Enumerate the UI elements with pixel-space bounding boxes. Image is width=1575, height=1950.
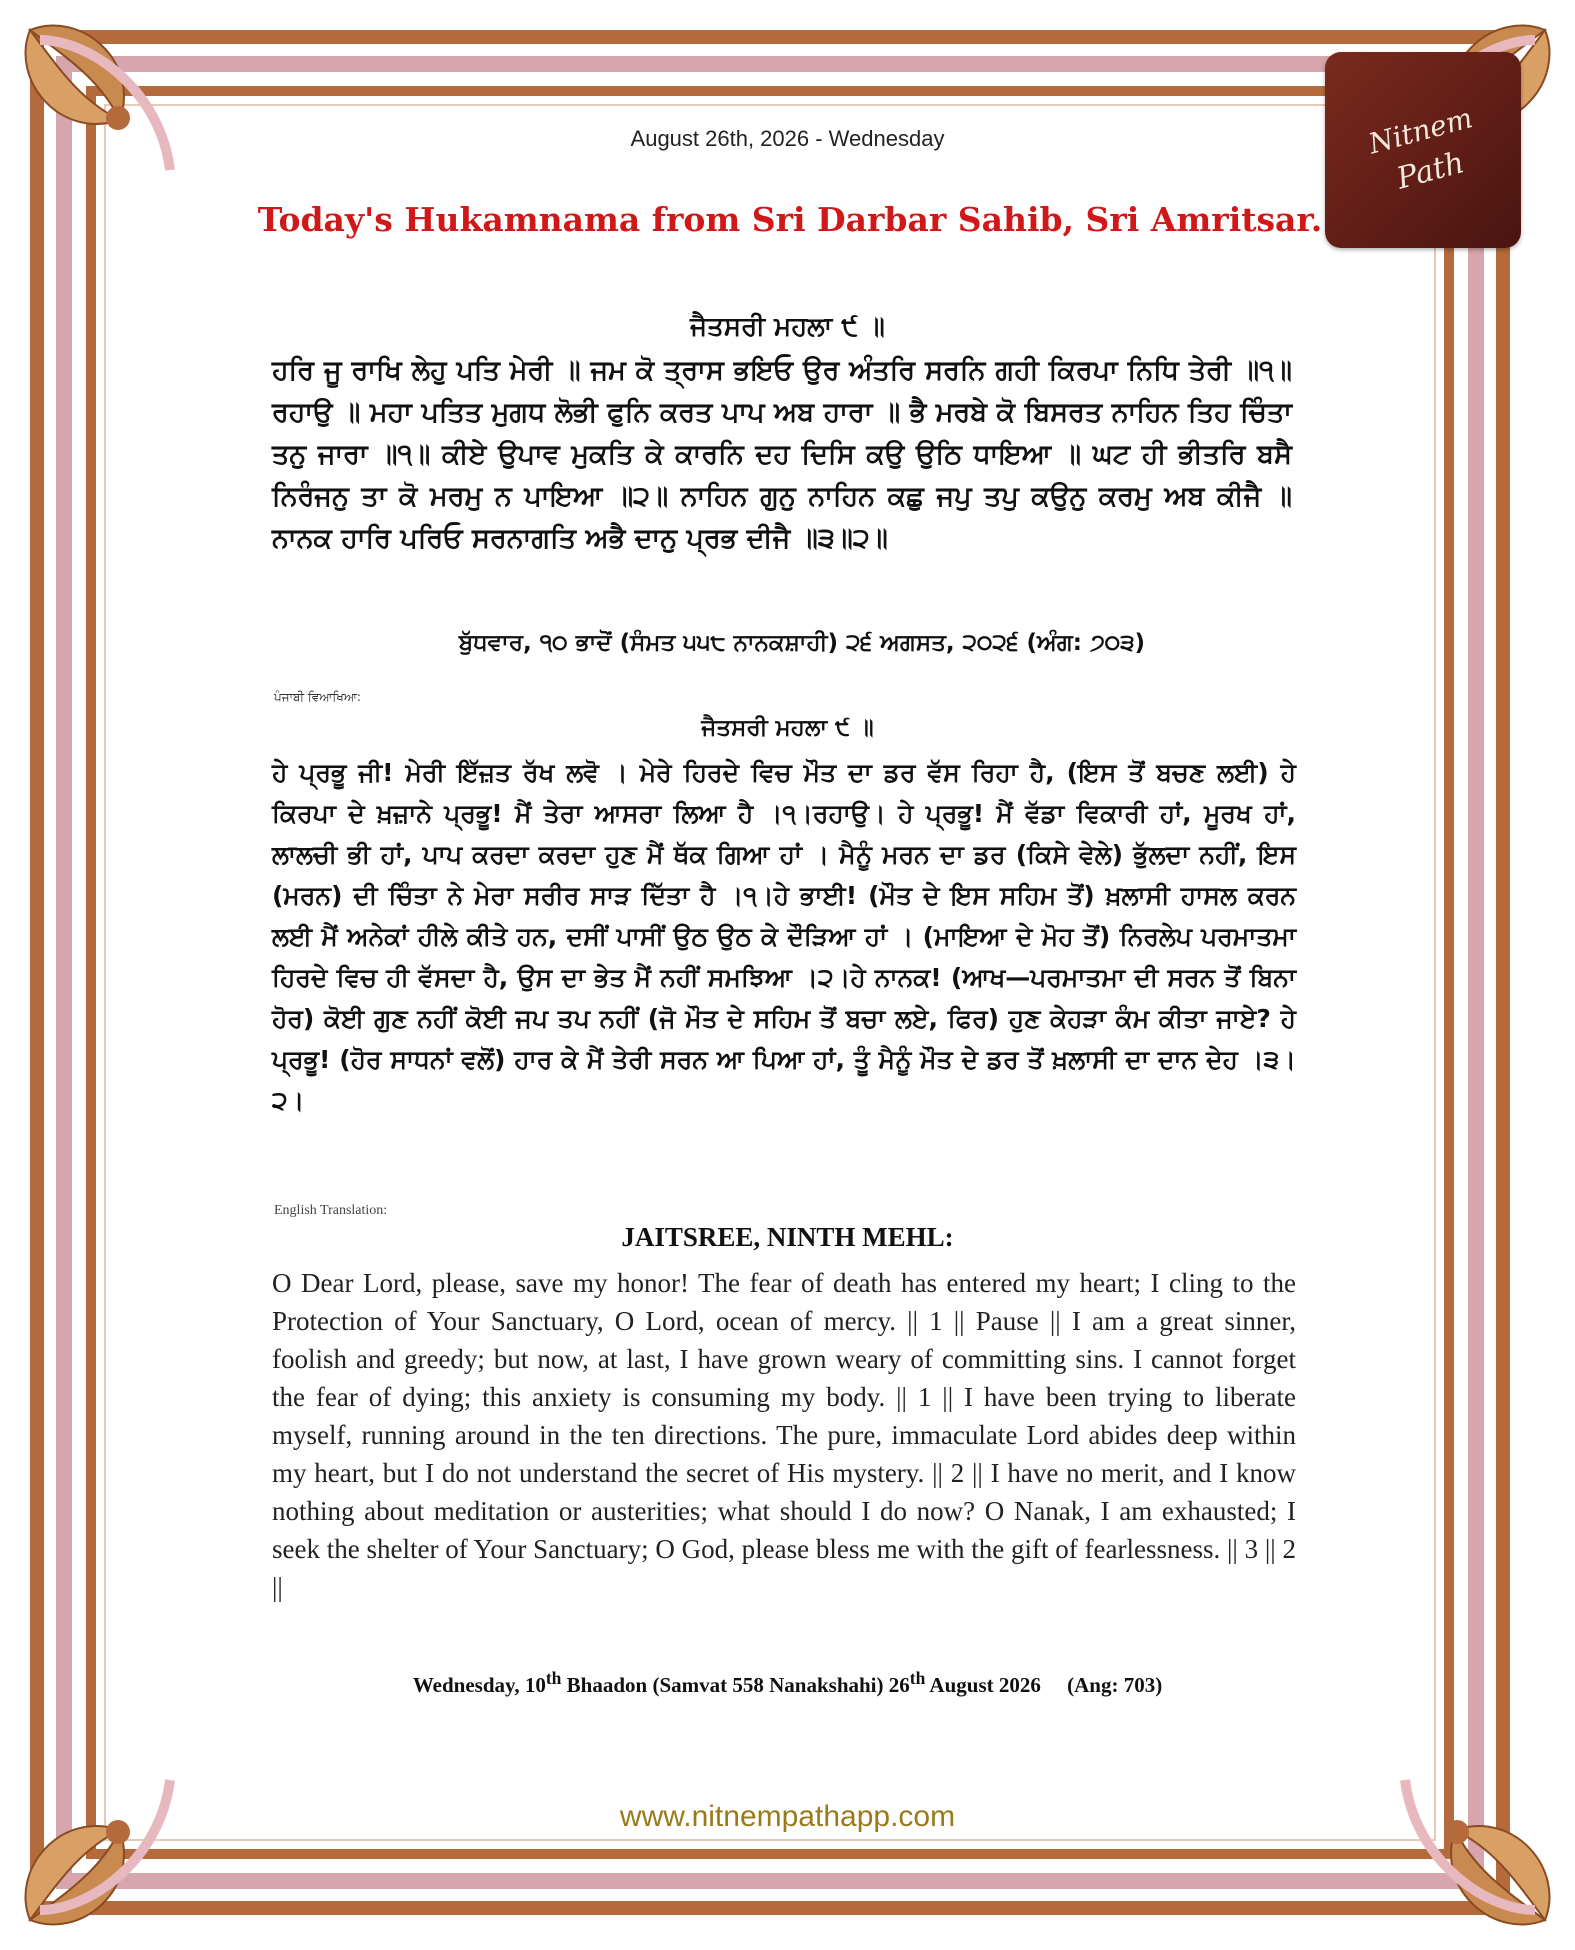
logo-text-line1: Nitnem [1365, 101, 1476, 161]
corner-ornament-bottom-left [0, 1730, 220, 1950]
logo-text-line2: Path [1393, 145, 1468, 197]
page-title: Today's Hukamnama from Sri Darbar Sahib, Sri Amritsar. [257, 200, 1323, 239]
english-translation-label: English Translation: [274, 1203, 388, 1218]
punjabi-date-line: ਬੁੱਧਵਾਰ, ੧੦ ਭਾਦੋਂ (ਸੰਮਤ ੫੫੮ ਨਾਨਕਸ਼ਾਹੀ) ੨੬ ਅਗਸਤ, ੨੦੨੬ (ਅੰਗ: ੭੦੩) [458, 630, 1146, 656]
english-date-mid: Bhaadon (Samvat 558 Nanakshahi) 26 [561, 1673, 910, 1697]
english-date-weekday: Wednesday, 10 [412, 1673, 546, 1697]
punjabi-explanation-text: ਹੇ ਪ੍ਰਭੂ ਜੀ! ਮੇਰੀ ਇੱਜ਼ਤ ਰੱਖ ਲਵੋ । ਮੇਰੇ ਹਿਰਦੇ ਵਿਚ ਮੌਤ ਦਾ ਡਰ ਵੱਸ ਰਿਹਾ ਹੈ, (ਇਸ ਤੋਂ ਬਚਣ ਲਈ) ਹੇ ਕਿਰਪਾ ਦੇ ਖ਼ਜ਼ਾਨੇ ਪ੍ਰਭੂ! ਮੈਂ ਤੇਰਾ ਆਸਰਾ ਲਿਆ ਹੈ ।੧।ਰਹਾਉ। ਹੇ ਪ੍ਰਭੂ! ਮੈਂ ਵੱਡਾ ਵਿਕਾਰੀ ਹਾਂ, ਮੂਰਖ ਹਾਂ, ਲਾਲਚੀ ਭੀ ਹਾਂ, ਪਾਪ ਕਰਦਾ ਕਰਦਾ ਹੁਣ ਮੈਂ ਥੱਕ ਗਿਆ ਹਾਂ । ਮੈਨੂੰ ਮਰਨ ਦਾ ਡਰ (ਕਿਸੇ ਵੇਲੇ) ਭੁੱਲਦਾ ਨਹੀਂ, ਇਸ (ਮਰਨ) ਦੀ ਚਿੰਤਾ ਨੇ ਮੇਰਾ ਸਰੀਰ ਸਾੜ ਦਿੱਤਾ ਹੈ ।੧।ਹੇ ਭਾਈ! (ਮੌਤ ਦੇ ਇਸ ਸਹਿਮ ਤੋਂ) ਖ਼ਲਾਸੀ ਹਾਸਲ ਕਰਨ ਲਈ ਮੈਂ ਅਨੇਕਾਂ ਹੀਲੇ ਕੀਤੇ ਹਨ, ਦਸੀਂ ਪਾਸੀਂ ਉਠ ਉਠ ਕੇ ਦੌੜਿਆ ਹਾਂ । (ਮਾਇਆ ਦੇ ਮੋਹ ਤੋਂ) ਨਿਰਲੇਪ ਪਰਮਾਤਮਾ ਹਿਰਦੇ ਵਿਚ ਹੀ ਵੱਸਦਾ ਹੈ, ਉਸ ਦਾ ਭੇਤ ਮੈਂ ਨਹੀਂ ਸਮਝਿਆ ।੨।ਹੇ ਨਾਨਕ! (ਆਖ—ਪਰਮਾਤਮਾ ਦੀ ਸਰਨ ਤੋਂ ਬਿਨਾ ਹੋਰ) ਕੋਈ ਗੁਣ ਨਹੀਂ ਕੋਈ ਜਪ ਤਪ ਨਹੀਂ (ਜੋ ਮੌਤ ਦੇ ਸਹਿਮ ਤੋਂ ਬਚਾ ਲਏ, ਫਿਰ) ਹੁਣ ਕੇਹੜਾ ਕੰਮ ਕੀਤਾ ਜਾਏ? ਹੇ ਪ੍ਰਭੂ! (ਹੋਰ ਸਾਧਨਾਂ ਵਲੋਂ) ਹਾਰ ਕੇ ਮੈਂ ਤੇਰੀ ਸਰਨ ਆ ਪਿਆ ਹਾਂ, ਤੂੰ ਮੈਨੂੰ ਮੌਤ ਦੇ ਡਰ ਤੋਂ ਖ਼ਲਾਸੀ ਦਾ ਦਾਨ ਦੇਹ ।੩।੨। [272, 758, 1296, 1115]
english-heading: JAITSREE, NINTH MEHL: [621, 1222, 954, 1252]
punjabi-explanation-heading: ਜੈਤਸਰੀ ਮਹਲਾ ੯ ॥ [701, 715, 874, 741]
english-ang: (Ang: 703) [1067, 1673, 1163, 1697]
corner-ornament-top-left [0, 0, 220, 220]
english-date-end: August 2026 [925, 1673, 1041, 1697]
english-date-line [0, 1668, 1575, 1698]
gurbani-text: ਹਰਿ ਜੂ ਰਾਖਿ ਲੇਹੁ ਪਤਿ ਮੇਰੀ ॥ ਜਮ ਕੋ ਤ੍ਰਾਸ ਭਇਓ ਉਰ ਅੰਤਰਿ ਸਰਨਿ ਗਹੀ ਕਿਰਪਾ ਨਿਧਿ ਤੇਰੀ ॥੧॥ ਰਹਾਉ ॥ ਮਹਾ ਪਤਿਤ ਮੁਗਧ ਲੋਭੀ ਫੁਨਿ ਕਰਤ ਪਾਪ ਅਬ ਹਾਰਾ ॥ ਭੈ ਮਰਬੇ ਕੋ ਬਿਸਰਤ ਨਾਹਿਨ ਤਿਹ ਚਿੰਤਾ ਤਨੁ ਜਾਰਾ ॥੧॥ ਕੀਏ ਉਪਾਵ ਮੁਕਤਿ ਕੇ ਕਾਰਨਿ ਦਹ ਦਿਸਿ ਕਉ ਉਠਿ ਧਾਇਆ ॥ ਘਟ ਹੀ ਭੀਤਰਿ ਬਸੈ ਨਿਰੰਜਨੁ ਤਾ ਕੋ ਮਰਮੁ ਨ ਪਾਇਆ ॥੨॥ ਨਾਹਿਨ ਗੁਨੁ ਨਾਹਿਨ ਕਛੁ ਜਪੁ ਤਪੁ ਕਉਨੁ ਕਰਮੁ ਅਬ ਕੀਜੈ ॥ ਨਾਨਕ ਹਾਰਿ ਪਰਿਓ ਸਰਨਾਗਤਿ ਅਭੈ ਦਾਨੁ ਪ੍ਰਭ ਦੀਜੈ ॥੩॥੨॥ [272, 355, 1292, 554]
website-url[interactable]: www.nitnempathapp.com [619, 1800, 956, 1833]
corner-ornament-bottom-right [1355, 1730, 1575, 1950]
gurbani-heading: ਜੈਤਸਰੀ ਮਹਲਾ ੯ ॥ [690, 312, 885, 342]
hukamnama-date: August 26th, 2026 - Wednesday [630, 126, 945, 151]
english-date-sup2: th [909, 1668, 926, 1688]
english-date-sup1: th [545, 1668, 562, 1688]
english-translation-text: O Dear Lord, please, save my honor! The fear of death has entered my heart; I cling to the Protection of Your Sanctuary, O Lord, ocean of mercy. || 1 || Pause || I am a great sinner, foolish and greedy; but now, at last, I have grown weary of committing sins. I cannot forget the fear of dying; this anxiety is consuming my body. || 1 || I have been trying to liberate myself, running around in the ten directions. The pure, immaculate Lord abides deep within my heart, but I do not understand the secret of His mystery. || 2 || I have no merit, and I know nothing about meditation or austerities; what should I do now? O Nanak, I am exhausted; I seek the shelter of Your Sanctuary; O God, please bless me with the gift of fearlessness. || 3 || 2 || [272, 1268, 1296, 1602]
punjabi-explanation-label: ਪੰਜਾਬੀ ਵਿਆਖਿਆ: [274, 690, 361, 704]
